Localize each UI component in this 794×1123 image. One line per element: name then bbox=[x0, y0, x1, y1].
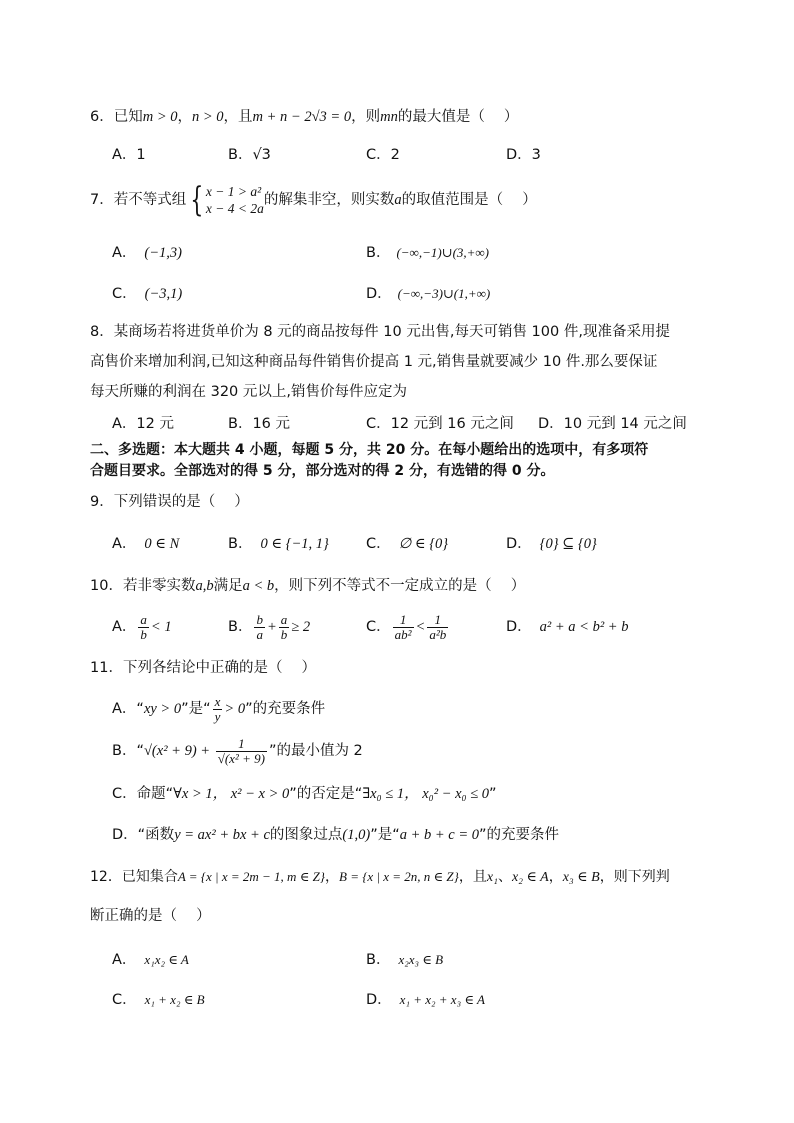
q9-option-b[interactable]: B． 0 ∈ {−1, 1} bbox=[228, 536, 329, 552]
section2-header-line2: 合题目要求。全部选对的得 5 分，部分选对的得 2 分，有选错的得 0 分。 bbox=[90, 463, 555, 479]
q9-option-a[interactable]: A． 0 ∈ N bbox=[112, 536, 180, 552]
q11-option-b[interactable]: B．“√(x² + 9) + $\frac{1}{\text{√(x² + 9)}}$ ”的最小值为 2 bbox=[112, 735, 363, 766]
fraction: $\frac{1}{\text{√(x² + 9)}}$ bbox=[217, 735, 265, 766]
q8-stem-line2: 高售价来增加利润,已知这种商品每件销售价提高 1 元,销售量就要减少 10 件.那么要保证 bbox=[90, 354, 658, 370]
section2-header-line1: 二、多选题：本大题共 4 小题，每题 5 分，共 20 分。在每小题给出的选项中，有多项符 bbox=[90, 442, 649, 458]
q12-stem-line1: 12．已知集合A = {x | x = 2m − 1, m ∈ Z}，B = {x | x = 2n, n ∈ Z}，且x₁、x₂ ∈ A，x₃ ∈ B，则下列判 bbox=[90, 869, 670, 885]
q12-stem-line2: 断正确的是（ ） bbox=[90, 908, 211, 924]
fraction: $\frac{1}{\text{a²b}}$ bbox=[429, 611, 447, 642]
q8-stem-line3: 每天所赚的利润在 320 元以上,销售价每件应定为 bbox=[90, 384, 408, 400]
q11-option-d[interactable]: D．“函数y = ax² + bx + c的图象过点(1,0)”是“a + b + c = 0”的充要条件 bbox=[112, 827, 560, 843]
q12-option-b[interactable]: B． x₂x₃ ∈ B bbox=[366, 952, 444, 968]
q7-option-a[interactable]: A． (−1,3) bbox=[112, 245, 182, 261]
q10-stem: 10．若非零实数a,b满足a < b，则下列不等式不一定成立的是（ ） bbox=[90, 578, 526, 594]
q7-option-b[interactable]: B． (−∞,−1)∪(3,+∞) bbox=[366, 245, 490, 261]
inequality-system: x − 1 > a² x − 4 < 2a bbox=[205, 184, 264, 216]
fraction: $\frac{x}{y}$ bbox=[214, 693, 221, 724]
fraction: $\frac{1}{\text{ab²}}$ bbox=[394, 611, 412, 642]
q10-option-a[interactable]: A． $\frac{a}{b}$ < 1 bbox=[112, 611, 172, 642]
q12-option-c[interactable]: C． x₁ + x₂ ∈ B bbox=[112, 992, 205, 1008]
q11-option-c[interactable]: C．命题“∀x > 1， x² − x > 0”的否定是“∃x₀ ≤ 1， x₀² − x₀ ≤ 0” bbox=[112, 786, 497, 802]
q6-option-c[interactable]: C．2 bbox=[366, 147, 400, 163]
q7-option-c[interactable]: C． (−3,1) bbox=[112, 286, 183, 302]
q11-stem: 11．下列各结论中正确的是（ ） bbox=[90, 660, 317, 676]
q8-option-c[interactable]: C．12 元到 16 元之间 bbox=[366, 416, 514, 432]
q7-option-d[interactable]: D． (−∞,−3)∪(1,+∞) bbox=[366, 286, 491, 302]
q9-option-c[interactable]: C． ∅ ∈ {0} bbox=[366, 536, 449, 552]
q8-option-a[interactable]: A．12 元 bbox=[112, 416, 174, 432]
q6-option-d[interactable]: D．3 bbox=[506, 147, 541, 163]
fraction: $\frac{a}{b}$ bbox=[140, 611, 147, 642]
q6-option-a[interactable]: A．1 bbox=[112, 147, 146, 163]
q10-option-d[interactable]: D． a² + a < b² + b bbox=[506, 619, 629, 635]
brace-symbol: { bbox=[190, 180, 204, 220]
q6-option-b[interactable]: B．√3 bbox=[228, 147, 271, 163]
q12-option-a[interactable]: A． x₁x₂ ∈ A bbox=[112, 952, 189, 968]
q11-option-a[interactable]: A．“xy > 0”是“ $\frac{x}{y}$ > 0”的充要条件 bbox=[112, 693, 326, 724]
q7-stem: 7．若不等式组 { x − 1 > a² x − 4 < 2a 的解集非空，则实数a的取值范围是（ ） bbox=[90, 180, 537, 220]
fraction: $\frac{b}{a}$ bbox=[256, 611, 263, 642]
q6-stem: 6．已知m > 0，n > 0，且m + n − 2√3 = 0，则mn的最大值是（ ） bbox=[90, 109, 519, 125]
q10-option-b[interactable]: B． $\frac{b}{a}$ + $\frac{a}{b}$ ≥ 2 bbox=[228, 611, 311, 642]
q10-option-c[interactable]: C． $\frac{1}{\text{ab²}}$ < $\frac{1}{\text{a²b}}$ bbox=[366, 611, 447, 642]
q8-stem-line1: 8．某商场若将进货单价为 8 元的商品按每件 10 元出售,每天可销售 100 件,现准备采用提 bbox=[90, 324, 670, 340]
q8-option-b[interactable]: B．16 元 bbox=[228, 416, 291, 432]
q12-option-d[interactable]: D． x₁ + x₂ + x₃ ∈ A bbox=[366, 992, 485, 1008]
fraction: $\frac{a}{b}$ bbox=[280, 611, 288, 642]
q9-stem: 9．下列错误的是（ ） bbox=[90, 494, 249, 510]
q8-option-d[interactable]: D．10 元到 14 元之间 bbox=[538, 416, 687, 432]
q9-option-d[interactable]: D． {0} ⊆ {0} bbox=[506, 536, 597, 552]
